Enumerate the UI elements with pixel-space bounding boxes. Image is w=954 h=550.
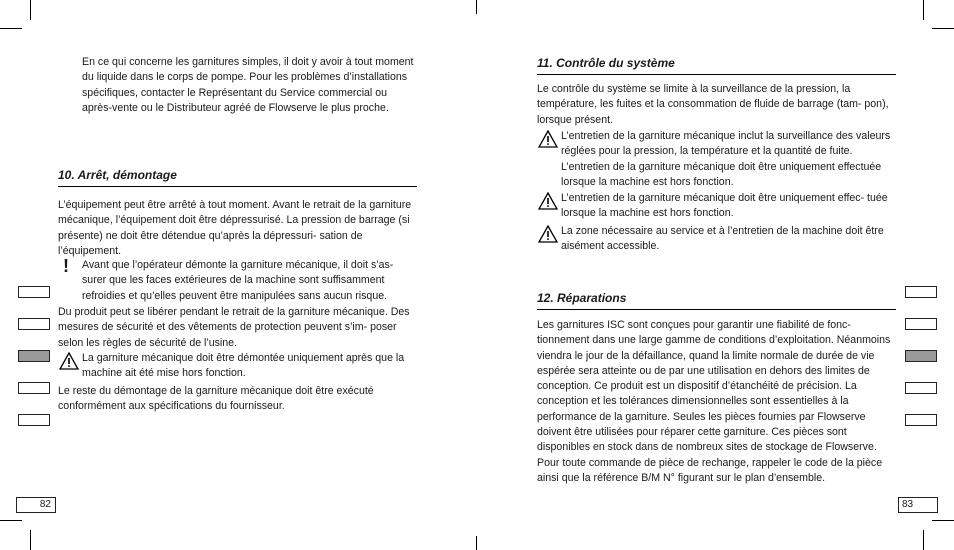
warning-paragraph: L’entretien de la garniture mécanique inclut la surveillance des valeurs réglées pour la pression, la température et la quantité de fuite. L’entretien de la garniture mécanique doit être uniquement effectuée lorsque la machine est hors fonction. xyxy=(561,130,891,188)
page-number-text: 82 xyxy=(39,499,51,510)
chapter-tab xyxy=(905,318,937,330)
warning-paragraph: La garniture mécanique doit être démontée uniquement après que la machine ait été mise hors fonction. xyxy=(82,352,405,380)
warning-paragraph: La zone nécessaire au service et à l’entretien de la machine doit être aisément accessible. xyxy=(561,225,884,253)
section-rule xyxy=(537,74,896,75)
crop-mark xyxy=(0,520,22,521)
crop-mark xyxy=(476,0,477,14)
page-number xyxy=(16,497,56,513)
section-rule xyxy=(58,186,417,187)
paragraph: Du produit peut se libérer pendant le retrait de la garniture mécanique. Des mesures de sécurité et des vêtements de protection peuvent s’im- poser selon les règles de sécurité de l’usine. xyxy=(58,306,410,349)
crop-mark xyxy=(476,536,477,550)
warning-paragraph: L’entretien de la garniture mécanique doit être uniquement effec- tuée lorsque la machine est hors fonction. xyxy=(561,192,888,220)
crop-mark xyxy=(932,28,954,29)
paragraph: Le reste du démontage de la garniture mécanique doit être exécuté conformément aux spécifications du fournisseur. xyxy=(58,385,374,413)
warning-triangle-icon xyxy=(538,225,558,243)
note-paragraph: Avant que l’opérateur démonte la garniture mécanique, il doit s’as- surer que les faces extérieures de la machine sont suffisamment refroidies et qu’elles peuvent être manipulées sans aucun risque. xyxy=(82,259,394,302)
crop-mark xyxy=(0,28,22,29)
section-11-title: 11. Contrôle du système xyxy=(537,56,675,70)
section-10-title: 10. Arrêt, démontage xyxy=(58,168,177,182)
exclamation-icon: ! xyxy=(63,256,69,276)
warning-triangle-icon xyxy=(59,352,79,370)
chapter-tab xyxy=(905,286,937,298)
chapter-tab-active xyxy=(905,350,937,362)
crop-mark xyxy=(30,530,31,550)
section-12-title: 12. Réparations xyxy=(537,291,627,305)
crop-mark xyxy=(923,0,924,20)
paragraph: Les garnitures ISC sont conçues pour garantir une fiabilité de fonc- tionnement dans une large gamme de conditions d’exploitation. Néanmoins viendra le jour de la défaillance, quand la limite normale de durée de vie espérée sera atteinte ou de par une utilisation en dehors des limites de conception. Ce produit est un dispositif d’étanchéité de précision. La conception et les tolérances dimensionnelles sont essentielles à la performance de la garniture. Seules les pièces fournies par Flowserve doivent être utilisées pour réparer cette garniture. Ces pièces sont disponibles en stock dans de nombreux sites de stockage de Flowserve. Pour toute commande de pièce de rechange, rappeler le code de la pièce ainsi que la référence B/M N° figurant sur le plan d’ensemble. xyxy=(537,319,891,484)
page-number-text: 83 xyxy=(902,499,914,510)
chapter-tab xyxy=(905,414,937,426)
intro-paragraph: En ce qui concerne les garnitures simples, il doit y avoir à tout moment du liquide dans le corps de pompe. Pour les problèmes d’installations spécifiques, contacter le Représentant du Service commercial ou après-vente ou le Distributeur agréé de Flowserve le plus proche. xyxy=(82,56,414,114)
crop-mark xyxy=(30,0,31,20)
crop-mark xyxy=(923,530,924,550)
chapter-tab xyxy=(18,286,50,298)
chapter-tab xyxy=(18,414,50,426)
page-number xyxy=(898,497,938,513)
crop-mark xyxy=(932,520,954,521)
paragraph: L’équipement peut être arrêté à tout moment. Avant le retrait de la garniture mécanique, l’équipement doit être dépressurisé. La pression de barrage (si présente) ne doit être détendue qu’après la dépressuri- sation de l’équipement. xyxy=(58,199,412,257)
warning-triangle-icon xyxy=(538,130,558,148)
warning-triangle-icon xyxy=(538,192,558,210)
chapter-tab xyxy=(18,382,50,394)
chapter-tab xyxy=(905,382,937,394)
chapter-tab-active xyxy=(18,350,50,362)
chapter-tab xyxy=(18,318,50,330)
paragraph: Le contrôle du système se limite à la surveillance de la pression, la température, les fuites et la consommation de fluide de barrage (tam- pon), lorsque présent. xyxy=(537,83,889,126)
section-rule xyxy=(537,309,896,310)
